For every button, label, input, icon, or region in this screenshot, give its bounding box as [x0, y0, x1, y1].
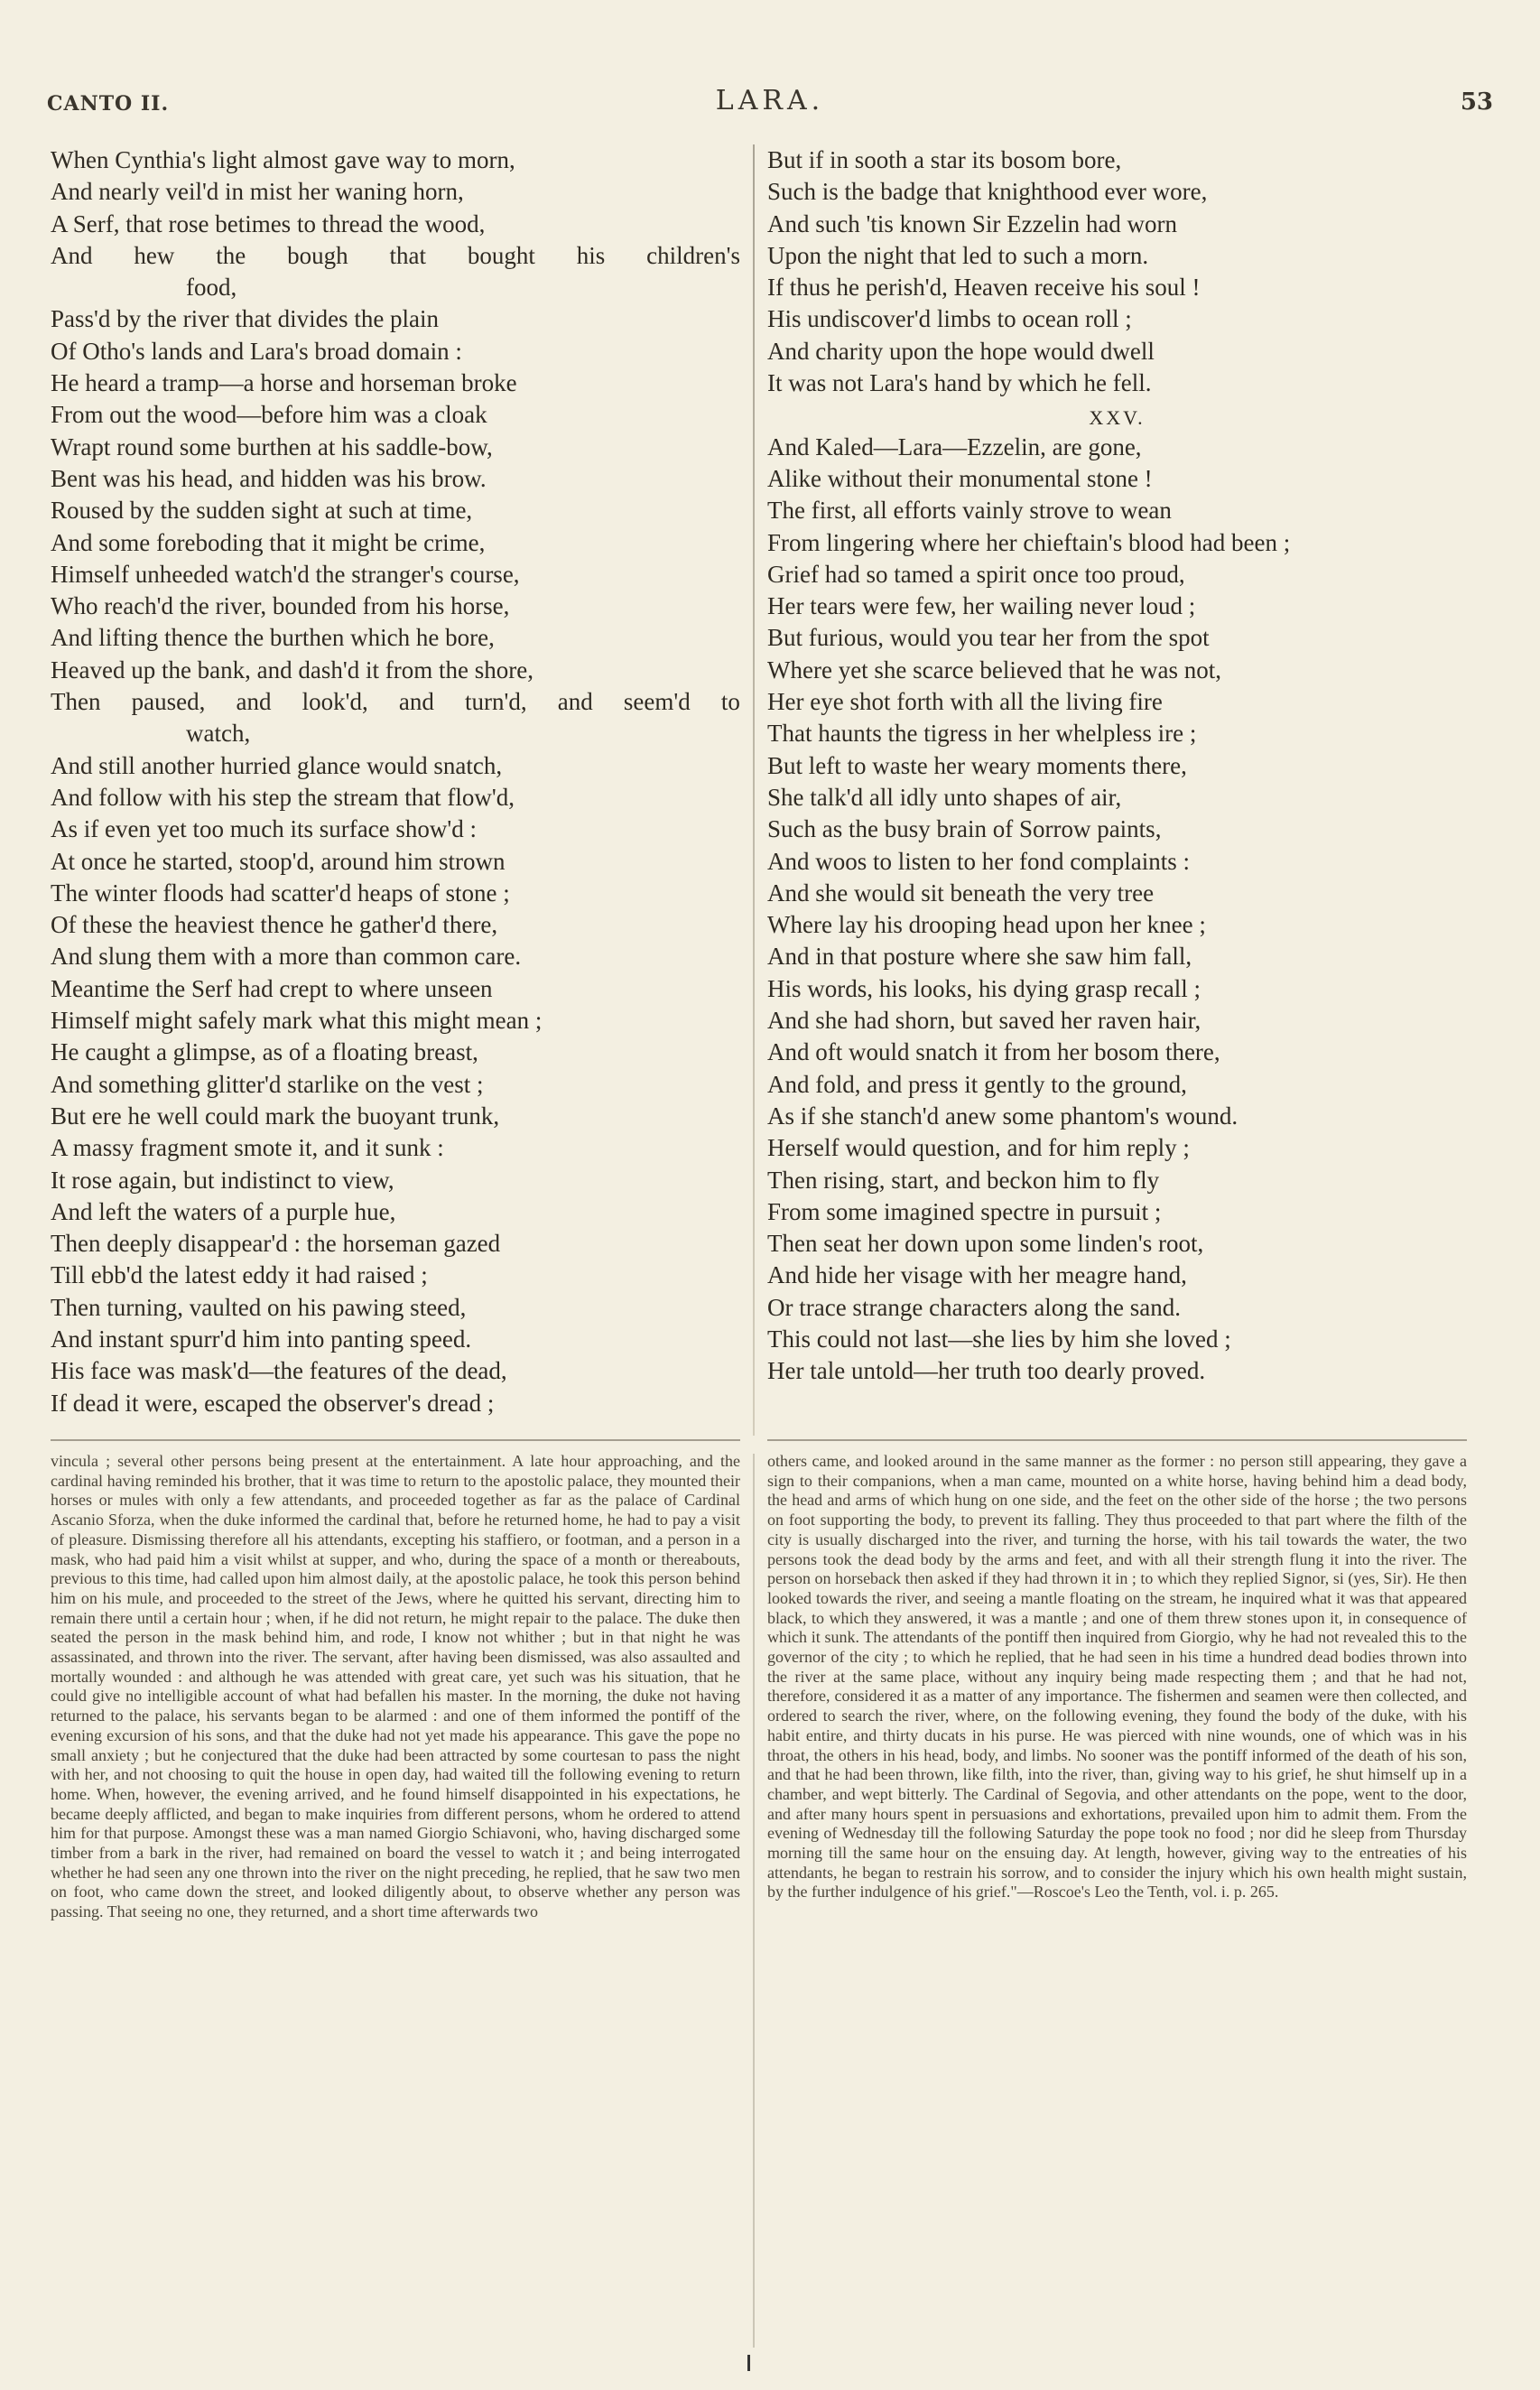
- verse-line: Then deeply disappear'd : the horseman gazed: [51, 1230, 501, 1258]
- verse-line: And something glitter'd starlike on the vest ;: [51, 1070, 484, 1098]
- footnote-left-text: vincula ; several other persons being present at the entertainment. A late hour approaching, and the cardinal having reminded his brother, that it was time to return to the apostolic palace, they mounted their horses or mules with only a few attendants, and proceeded together as far as the palace of Cardinal Ascanio Sforza, when the duke informed the cardinal that, before he returned home, he had to pay a visit of pleasure. Dismissing therefore all his attendants, excepting his staffiero, or footman, and a person in a mask, who had paid him a visit whilst at supper, and who, during the space of a month or thereabouts, previous to this time, had called upon him almost daily, at the apostolic palace, he took this person behind him on his mule, and proceeded to the street of the Jews, where he quitted his servant, directing him to remain there until a certain hour ; when, if he did not return, he might repair to the palace. The duke then seated the person in the mask behind him, and rode, I know not whither ; but in that night he was assassinated, and thrown into the river. The servant, after having been dismissed, was also assaulted and mortally wounded : and although he was attended with great care, yet such was his situation, that he could give no intelligible account of what had befallen his master. In the morning, the duke not having returned to the palace, his servants began to be alarmed : and one of them informed the pontiff of the evening excursion of his sons, and that the duke had not yet made his appearance. This gave the pope no small anxiety ; but he conjectured that the duke had been attracted by some courtesan to pass the night with her, and not choosing to quit the house in open day, had waited till the following evening to return home. When, however, the evening arrived, and he found himself disappointed in his expectations, he became deeply afflicted, and began to make inquiries from different persons, whom he ordered to attend him for that purpose. Amongst these was a man named Giorgio Schiavoni, who, having discharged some timber from a bark in the river, had remained on board the vessel to watch it ; and being interrogated whether he had seen any one thrown into the river on the night preceding, he replied, that he saw two men on foot, who came down the street, and looked diligently about, to observe whether any person was passing. That seeing no one, they returned, and a short time afterwards two: [51, 1452, 740, 1921]
- verse-line: Till ebb'd the latest eddy it had raised ;: [51, 1261, 428, 1289]
- verse-line: But ere he well could mark the buoyant trunk,: [51, 1102, 500, 1130]
- poem-left-column: [51, 144, 740, 1419]
- verse-line: If thus he perish'd, Heaven receive his soul !: [767, 274, 1201, 302]
- verse-line: Such is the badge that knighthood ever wore,: [767, 178, 1208, 206]
- verse-line: And lifting thence the burthen which he bore,: [51, 624, 495, 652]
- verse-line: And hew the bough that bought his children's: [51, 241, 740, 269]
- verse-line: But if in sooth a star its bosom bore,: [767, 146, 1122, 173]
- verse-line: Upon the night that led to such a morn.: [767, 241, 1149, 269]
- verse-line: His words, his looks, his dying grasp recall ;: [767, 974, 1201, 1002]
- stanza-xxv: [767, 432, 1467, 1388]
- canto-label: CANTO II.: [47, 92, 170, 116]
- verse-line: Then rising, start, and beckon him to fly: [767, 1166, 1160, 1194]
- verse-line: Alike without their monumental stone !: [767, 464, 1153, 492]
- verse-line: Pass'd by the river that divides the plain: [51, 305, 440, 333]
- verse-line: Her eye shot forth with all the living fire: [767, 688, 1163, 716]
- verse-line: And in that posture where she saw him fall,: [767, 943, 1192, 971]
- verse-line: As if even yet too much its surface show'd :: [51, 815, 478, 843]
- verse-line: And she would sit beneath the very tree: [767, 879, 1155, 907]
- verse-line: If dead it were, escaped the observer's dread ;: [51, 1389, 495, 1417]
- footnote-left: [51, 1452, 740, 1922]
- verse-line: His undiscover'd limbs to ocean roll ;: [767, 305, 1132, 333]
- verse-line: This could not last—she lies by him she loved ;: [767, 1325, 1231, 1353]
- verse-line: food,: [186, 274, 237, 302]
- verse-line: And charity upon the hope would dwell: [767, 337, 1155, 365]
- verse-line: The first, all efforts vainly strove to wean: [767, 497, 1172, 525]
- verse-line: It was not Lara's hand by which he fell.: [767, 369, 1152, 397]
- verse-line: As if she stanch'd anew some phantom's wound.: [767, 1102, 1238, 1130]
- verse-line: A Serf, that rose betimes to thread the wood,: [51, 209, 486, 237]
- footnote-rule-left: [51, 1439, 740, 1441]
- margin-mark: [747, 2355, 750, 2371]
- verse-line: Or trace strange characters along the sand.: [767, 1293, 1182, 1321]
- verse-line: And she had shorn, but saved her raven hair,: [767, 1007, 1201, 1035]
- verse-line: Himself unheeded watch'd the stranger's course,: [51, 560, 520, 588]
- verse-line: Then seat her down upon some linden's root,: [767, 1230, 1204, 1258]
- verse-line: But left to waste her weary moments there,: [767, 751, 1187, 779]
- verse-line: It rose again, but indistinct to view,: [51, 1166, 394, 1194]
- verse-line: And still another hurried glance would snatch,: [51, 751, 503, 779]
- verse-line: Roused by the sudden sight at such at time,: [51, 497, 473, 525]
- verse-line: Then turning, vaulted on his pawing steed,: [51, 1293, 467, 1321]
- verse-line: And instant spurr'd him into panting speed.: [51, 1325, 472, 1353]
- verse-line: And Kaled—Lara—Ezzelin, are gone,: [767, 432, 1142, 460]
- verse-line: Her tears were few, her wailing never loud ;: [767, 592, 1196, 620]
- verse-line: Herself would question, and for him reply ;: [767, 1134, 1190, 1162]
- verse-line: When Cynthia's light almost gave way to morn,: [51, 146, 515, 173]
- footnote-right-text: others came, and looked around in the same manner as the former : no person still appearing, they gave a sign to their companions, when a man came, mounted on a white horse, having behind him a dead body, the head and arms of which hung on one side, and the feet on the other side of the horse ; the two persons on foot supporting the body, to prevent its falling. They thus proceeded to that part where the filth of the city is usually discharged into the river, and turning the horse, with his tail towards the water, the two persons took the dead body by the arms and feet, and with all their strength flung it into the river. The person on horseback then asked if they had thrown it in ; to which they replied Signor, si (yes, Sir). He then looked towards the river, and seeing a mantle floating on the stream, he inquired what it was that appeared black, to which they answered, it was a mantle ; and one of them threw stones upon it, in consequence of which it sunk. The attendants of the pontiff then inquired from Giorgio, why he had not revealed this to the governor of the city ; to which he replied, that he had seen in his time a hundred dead bodies thrown into the river at the same place, without any inquiry being made respecting them ; and that he had not, therefore, considered it as a matter of any importance. The fishermen and seamen were then collected, and ordered to search the river, where, on the following evening, they found the body of the duke, with his habit entire, and thirty ducats in his purse. He was pierced with nine wounds, one of which was in his throat, the others in his head, body, and limbs. No sooner was the pontiff informed of the death of his son, and that he had been thrown, like filth, into the river, than, giving way to his grief, he shut himself up in a chamber, and wept bitterly. The Cardinal of Segovia, and other attendants on the pope, went to the door, and after many hours spent in persuasions and exhortations, prevailed upon him to admit them. From the evening of Wednesday till the following Saturday the pope took no food ; nor did he sleep from Thursday morning till the same hour on the ensuing day. At length, however, giving way to the entreaties of his attendants, he began to restrain his sorrow, and to consider the injury which his own health might sustain, by the further indulgence of his grief."—Roscoe's Leo the Tenth, vol. i. p. 265.: [767, 1452, 1467, 1902]
- verse-line: Wrapt round some burthen at his saddle-bow,: [51, 432, 493, 460]
- page-header: [47, 85, 1493, 121]
- verse-line: But furious, would you tear her from the spot: [767, 624, 1210, 652]
- verse-line: And follow with his step the stream that flow'd,: [51, 783, 515, 811]
- verse-line: From lingering where her chieftain's blood had been ;: [767, 528, 1291, 556]
- running-title: LARA.: [715, 85, 825, 116]
- verse-line: And woos to listen to her fond complaints :: [767, 847, 1190, 875]
- verse-line: He caught a glimpse, as of a floating breast,: [51, 1038, 478, 1066]
- verse-line: She talk'd all idly unto shapes of air,: [767, 783, 1122, 811]
- verse-line: At once he started, stoop'd, around him strown: [51, 847, 506, 875]
- verse-line: And some foreboding that it might be crime,: [51, 528, 486, 556]
- verse-line: From out the wood—before him was a cloak: [51, 401, 487, 429]
- verse-line: And oft would snatch it from her bosom there,: [767, 1038, 1220, 1066]
- verse-line: And hide her visage with her meagre hand,: [767, 1261, 1187, 1289]
- verse-line: His face was mask'd—the features of the dead,: [51, 1357, 507, 1385]
- verse-line: Grief had so tamed a spirit once too proud,: [767, 560, 1185, 588]
- verse-line: A massy fragment smote it, and it sunk :: [51, 1134, 444, 1162]
- verse-line: The winter floods had scatter'd heaps of stone ;: [51, 879, 510, 907]
- verse-line: Bent was his head, and hidden was his brow.: [51, 464, 487, 492]
- verse-line: And left the waters of a purple hue,: [51, 1197, 396, 1225]
- page-number: 53: [1460, 88, 1493, 116]
- verse-line: Heaved up the bank, and dash'd it from the shore,: [51, 656, 533, 684]
- verse-line: And slung them with a more than common care.: [51, 943, 522, 971]
- verse-line: Himself might safely mark what this might mean ;: [51, 1007, 543, 1035]
- verse-line: Such as the busy brain of Sorrow paints,: [767, 815, 1162, 843]
- verse-line: From some imagined spectre in pursuit ;: [767, 1197, 1162, 1225]
- verse-line: Who reach'd the river, bounded from his horse,: [51, 592, 510, 620]
- verse-line: Of these the heaviest thence he gather'd there,: [51, 911, 498, 939]
- verse-line: And fold, and press it gently to the ground,: [767, 1070, 1187, 1098]
- section-number: XXV.: [1089, 406, 1146, 430]
- verse-line: watch,: [186, 720, 251, 748]
- footnote-rule-right: [767, 1439, 1467, 1441]
- verse-line: Then paused, and look'd, and turn'd, and seem'd to: [51, 688, 740, 716]
- verse-line: Where yet she scarce believed that he was not,: [767, 656, 1222, 684]
- verse-line: And such 'tis known Sir Ezzelin had worn: [767, 209, 1178, 237]
- verse-line: And nearly veil'd in mist her waning horn,: [51, 178, 464, 206]
- verse-line: Her tale untold—her truth too dearly proved.: [767, 1357, 1206, 1385]
- verse-line: Of Otho's lands and Lara's broad domain :: [51, 337, 462, 365]
- footnote-right: [767, 1452, 1467, 1902]
- verse-line: That haunts the tigress in her whelpless ire ;: [767, 720, 1197, 748]
- column-divider: [753, 144, 755, 1436]
- stanza-end: [767, 144, 1467, 399]
- footnote-column-divider: [753, 1454, 755, 2348]
- poem-right-column: [767, 144, 1467, 1388]
- verse-line: He heard a tramp—a horse and horseman broke: [51, 369, 517, 397]
- verse-line: Meantime the Serf had crept to where unseen: [51, 974, 493, 1002]
- verse-line: Where lay his drooping head upon her knee ;: [767, 911, 1206, 939]
